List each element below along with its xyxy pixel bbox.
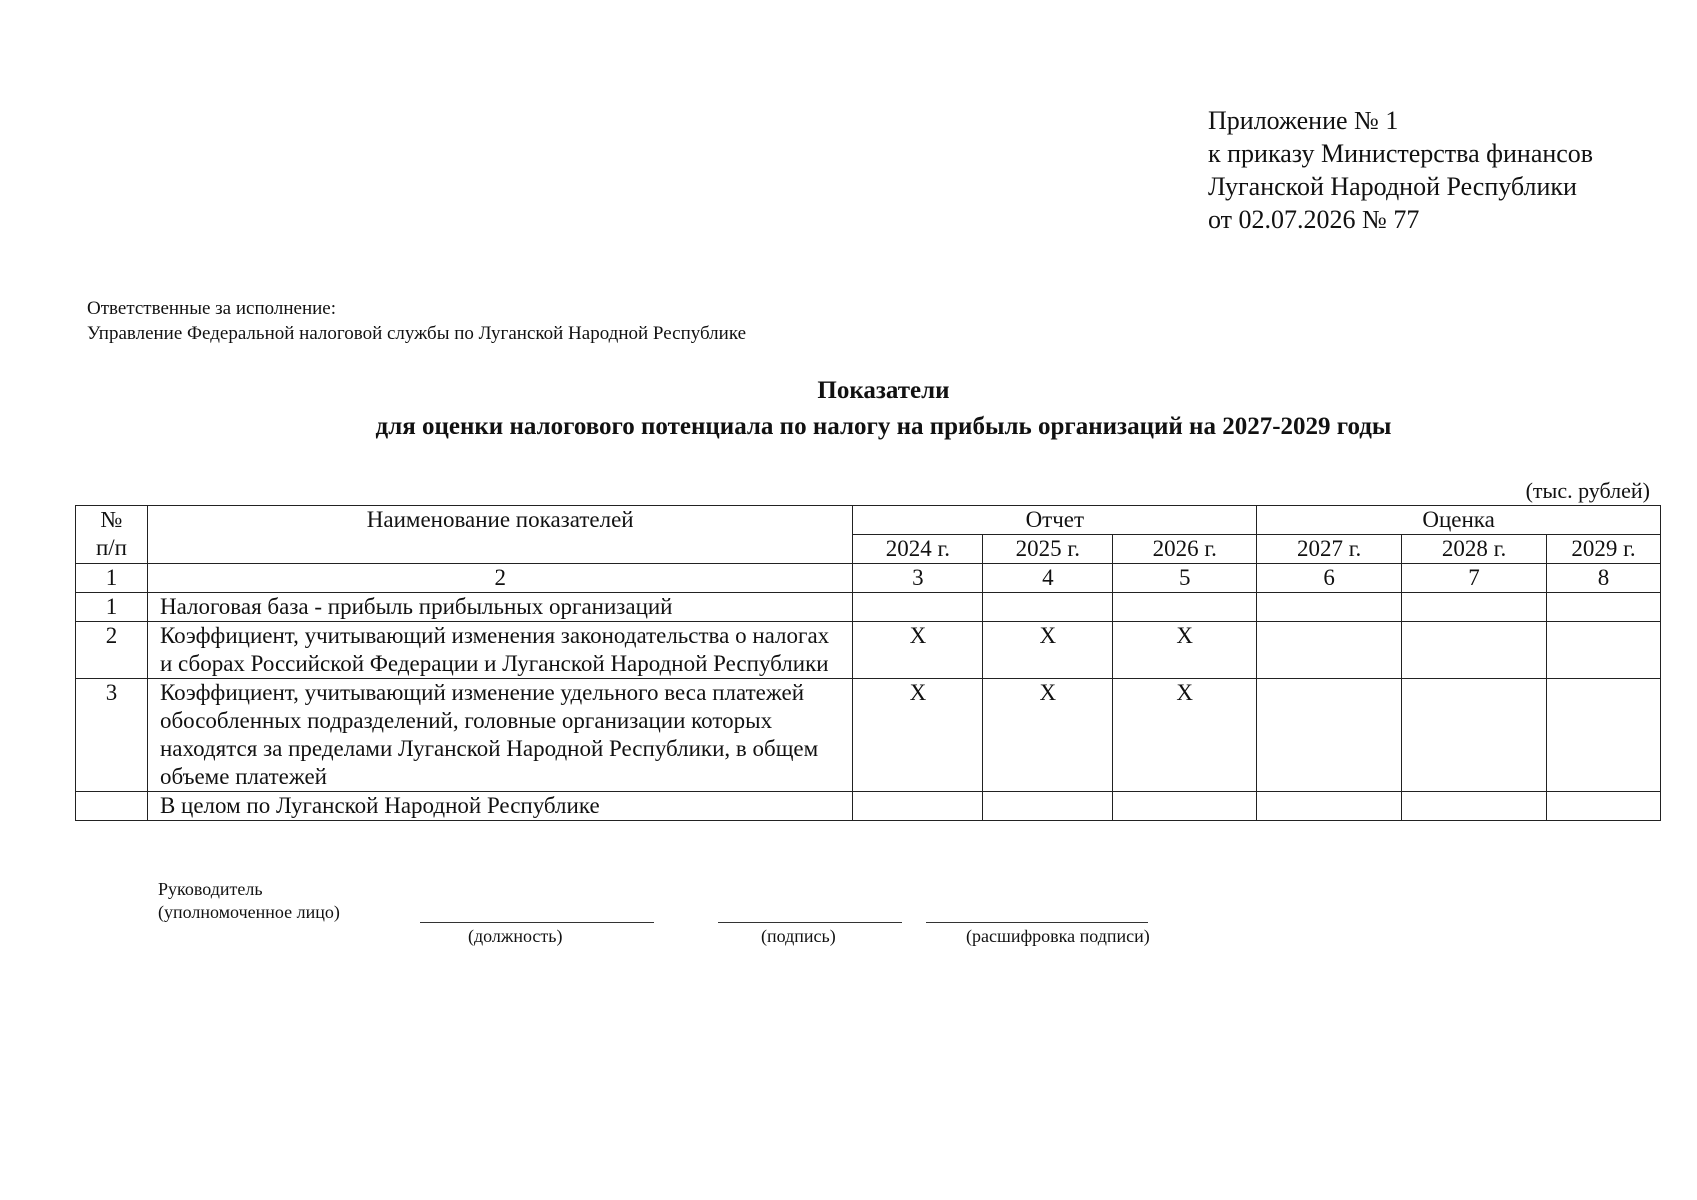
row-num: 1 [76,593,148,622]
header-num-line2: п/п [95,535,127,560]
responsible-block [87,296,746,346]
table-header-row [76,506,1661,535]
row-value [983,792,1113,821]
table-row [76,593,1661,622]
appendix-line-2: к приказу Министерства финансов [1208,139,1594,168]
row-value: X [983,622,1113,679]
appendix-line-4: от 02.07.2026 № 77 [1208,205,1420,234]
header-year: 2025 г. [983,535,1113,564]
authorized-person-label: (уполномоченное лицо) [158,902,340,922]
row-value [1547,622,1661,679]
row-name: Коэффициент, учитывающий изменение удельного веса платежей обособленных подразделений, головные организации которых находятся за пределами Луганской Народной Республики, в общем объеме платежей [147,679,852,792]
row-value [1402,622,1547,679]
header-name: Наименование показателей [147,506,852,564]
column-number: 3 [853,564,983,593]
column-numbers-row [76,564,1661,593]
units-label: (тыс. рублей) [1525,478,1650,503]
row-value [1402,679,1547,792]
table-total-row [76,792,1661,821]
row-value [1547,792,1661,821]
header-num [76,506,148,564]
row-num [76,792,148,821]
decoding-line [926,922,1148,923]
row-value [1257,593,1402,622]
responsible-label: Ответственные за исполнение: [87,298,337,319]
header-report: Отчет [853,506,1257,535]
row-value: X [853,622,983,679]
row-value: X [1113,622,1257,679]
decoding-caption: (расшифровка подписи) [966,926,1150,946]
document-title: Показатели [817,377,950,404]
row-value [1547,679,1661,792]
row-value: X [983,679,1113,792]
responsible-org: Управление Федеральной налоговой службы по Луганской Народной Республике [87,323,747,344]
row-num: 3 [76,679,148,792]
row-value: X [853,679,983,792]
header-num-line1: № [100,507,123,532]
column-number: 6 [1257,564,1402,593]
row-value [1402,792,1547,821]
row-value [1257,792,1402,821]
header-year: 2027 г. [1257,535,1402,564]
header-year: 2029 г. [1547,535,1661,564]
position-line [420,922,654,923]
table-row [76,622,1661,679]
header-estimate: Оценка [1257,506,1661,535]
column-number: 5 [1113,564,1257,593]
position-caption: (должность) [468,926,563,946]
column-number: 8 [1547,564,1661,593]
appendix-line-3: Луганской Народной Республики [1208,172,1577,201]
table-row [76,679,1661,792]
row-value [853,593,983,622]
appendix-line-1: Приложение № 1 [1208,106,1399,135]
header-year: 2026 г. [1113,535,1257,564]
row-value [1113,792,1257,821]
column-number: 1 [76,564,148,593]
column-number: 7 [1402,564,1547,593]
row-name: Коэффициент, учитывающий изменения законодательства о налогах и сборах Российской Федерации и Луганской Народной Республики [147,622,852,679]
row-value: X [1113,679,1257,792]
row-num: 2 [76,622,148,679]
row-value [1257,679,1402,792]
column-number: 2 [147,564,852,593]
column-number: 4 [983,564,1113,593]
row-value [1257,622,1402,679]
appendix-header [1208,104,1593,236]
row-value [853,792,983,821]
row-value [983,593,1113,622]
row-name: В целом по Луганской Народной Республике [147,792,852,821]
row-value [1113,593,1257,622]
row-value [1402,593,1547,622]
signature-line [718,922,902,923]
row-value [1547,593,1661,622]
document-subtitle: для оценки налогового потенциала по налогу на прибыль организаций на 2027-2029 годы [375,413,1392,440]
head-label: Руководитель [158,879,263,899]
header-year: 2024 г. [853,535,983,564]
row-name: Налоговая база - прибыль прибыльных организаций [147,593,852,622]
indicators-table [75,505,1661,821]
signature-caption: (подпись) [761,926,836,946]
header-year: 2028 г. [1402,535,1547,564]
